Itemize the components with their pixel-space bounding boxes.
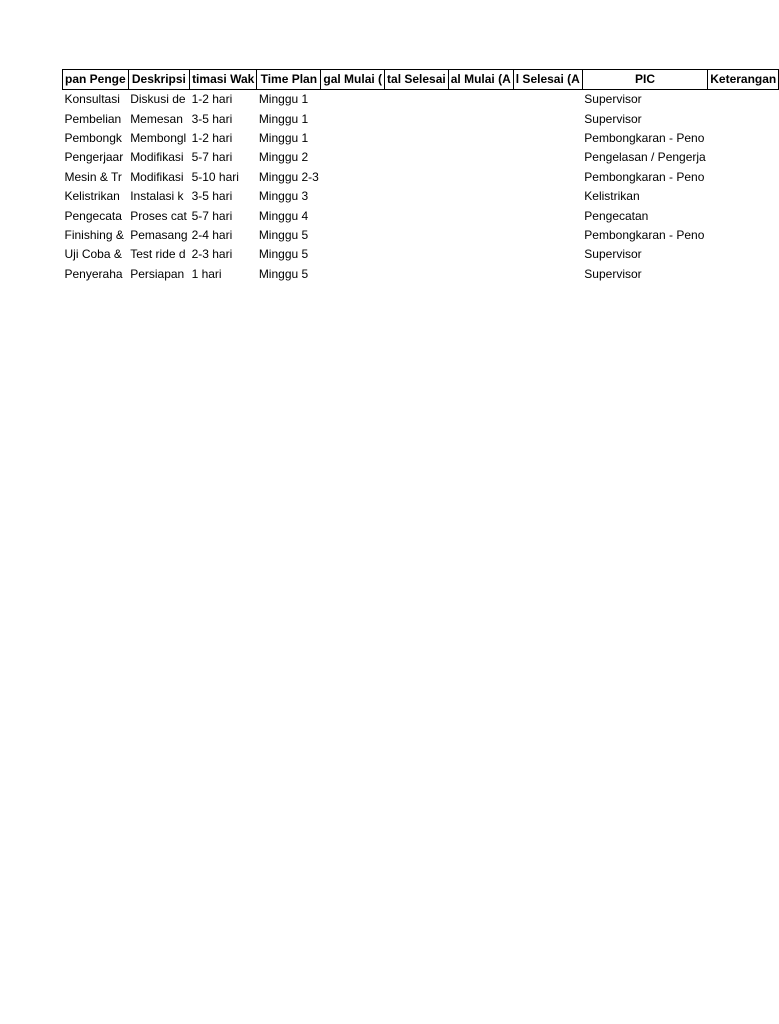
table-row [63,206,779,225]
cell-aktual-selesai[interactable] [513,265,582,284]
cell-aktual-mulai[interactable] [448,109,513,128]
cell-keterangan[interactable] [708,245,779,264]
table-row [63,187,779,206]
header-row [63,70,779,90]
header-cell-keterangan[interactable]: Keterangan [708,70,779,90]
cell-aktual-selesai[interactable] [513,148,582,167]
cell-keterangan[interactable] [708,187,779,206]
cell-aktual-mulai[interactable] [448,90,513,110]
cell-deskripsi[interactable]: Modifikasi [130,169,184,184]
cell-tanggal-selesai[interactable] [385,129,449,148]
cell-aktual-mulai[interactable] [448,148,513,167]
cell-tahapan[interactable]: Pengerjaar [64,150,124,165]
cell-tanggal-mulai[interactable] [321,168,385,187]
table-row [63,90,779,110]
cell-time-plan[interactable]: Minggu 1 [258,111,309,126]
cell-tahapan[interactable]: Uji Coba & [64,247,122,262]
spreadsheet-grid [62,69,779,284]
header-cell-deskripsi[interactable]: Deskripsi [128,70,189,90]
cell-keterangan[interactable] [708,206,779,225]
header-cell-aktual-selesai[interactable]: l Selesai (A [513,70,582,90]
cell-deskripsi[interactable]: Modifikasi [130,150,184,165]
cell-tanggal-selesai[interactable] [385,206,449,225]
cell-deskripsi[interactable]: Proses cat [130,208,187,223]
cell-pic[interactable]: Supervisor [584,92,642,107]
cell-aktual-selesai[interactable] [513,245,582,264]
header-cell-estimasi-waktu[interactable]: timasi Wak [190,70,257,90]
cell-keterangan[interactable] [708,226,779,245]
cell-tanggal-mulai[interactable] [321,187,385,206]
cell-tanggal-mulai[interactable] [321,265,385,284]
cell-pic[interactable]: Supervisor [584,266,642,281]
cell-aktual-mulai[interactable] [448,206,513,225]
table-row [63,226,779,245]
cell-time-plan[interactable]: Minggu 5 [258,247,309,262]
cell-estimasi-waktu[interactable]: 1 hari [191,266,222,281]
cell-tanggal-selesai[interactable] [385,187,449,206]
cell-estimasi-waktu[interactable]: 1-2 hari [191,92,233,107]
cell-estimasi-waktu[interactable]: 5-7 hari [191,150,233,165]
cell-aktual-selesai[interactable] [513,187,582,206]
cell-tanggal-mulai[interactable] [321,90,385,110]
cell-pic[interactable]: Pembongkaran - Peno [584,169,705,184]
cell-time-plan[interactable]: Minggu 1 [258,130,309,145]
cell-tahapan[interactable]: Penyeraha [64,266,123,281]
cell-tahapan[interactable]: Pembongk [64,130,122,145]
cell-tanggal-mulai[interactable] [321,206,385,225]
cell-tahapan[interactable]: Pengecata [64,208,122,223]
cell-estimasi-waktu[interactable]: 2-4 hari [191,227,233,242]
table-row [63,168,779,187]
table-row [63,148,779,167]
cell-deskripsi[interactable]: Memesan [130,111,183,126]
cell-pic[interactable]: Pembongkaran - Peno [584,130,705,145]
cell-deskripsi[interactable]: Test ride d [130,247,186,262]
header-cell-tanggal-selesai[interactable]: tal Selesai [385,70,449,90]
cell-deskripsi[interactable]: Diskusi de [130,92,186,107]
header-cell-time-plan[interactable]: Time Plan [257,70,321,90]
cell-tanggal-selesai[interactable] [385,109,449,128]
task-table [62,69,779,284]
cell-aktual-mulai[interactable] [448,226,513,245]
cell-estimasi-waktu[interactable]: 2-3 hari [191,247,233,262]
cell-time-plan[interactable]: Minggu 4 [258,208,309,223]
cell-deskripsi[interactable]: Membongl [130,130,187,145]
cell-aktual-mulai[interactable] [448,168,513,187]
table-body [63,90,779,284]
cell-tanggal-mulai[interactable] [321,109,385,128]
cell-tanggal-selesai[interactable] [385,168,449,187]
cell-aktual-selesai[interactable] [513,206,582,225]
cell-tahapan[interactable]: Konsultasi [64,92,120,107]
cell-tanggal-mulai[interactable] [321,245,385,264]
cell-aktual-selesai[interactable] [513,90,582,110]
cell-keterangan[interactable] [708,148,779,167]
cell-deskripsi[interactable]: Pemasang [130,227,188,242]
cell-pic[interactable]: Pengelasan / Pengerja [584,150,706,165]
header-cell-aktual-mulai[interactable]: al Mulai (A [448,70,513,90]
cell-tanggal-mulai[interactable] [321,129,385,148]
cell-pic[interactable]: Pembongkaran - Peno [584,227,705,242]
cell-deskripsi[interactable]: Persiapan [130,266,185,281]
cell-pic[interactable]: Supervisor [584,247,642,262]
cell-time-plan[interactable]: Minggu 2-3 [258,169,319,184]
cell-aktual-mulai[interactable] [448,245,513,264]
cell-deskripsi[interactable]: Instalasi k [130,189,184,204]
cell-keterangan[interactable] [708,265,779,284]
cell-aktual-selesai[interactable] [513,226,582,245]
cell-tanggal-mulai[interactable] [321,148,385,167]
header-cell-tahapan[interactable]: pan Penge [63,70,129,90]
cell-tanggal-selesai[interactable] [385,226,449,245]
cell-pic[interactable]: Kelistrikan [584,189,640,204]
cell-time-plan[interactable]: Minggu 3 [258,189,309,204]
cell-aktual-mulai[interactable] [448,129,513,148]
cell-estimasi-waktu[interactable]: 5-7 hari [191,208,233,223]
cell-time-plan[interactable]: Minggu 5 [258,266,309,281]
header-cell-tanggal-mulai[interactable]: gal Mulai ( [321,70,385,90]
cell-tahapan[interactable]: Finishing & [64,227,124,242]
cell-estimasi-waktu[interactable]: 3-5 hari [191,111,233,126]
cell-keterangan[interactable] [708,168,779,187]
cell-estimasi-waktu[interactable]: 1-2 hari [191,130,233,145]
cell-estimasi-waktu[interactable]: 3-5 hari [191,189,233,204]
header-cell-pic[interactable]: PIC [582,70,707,90]
cell-keterangan[interactable] [708,109,779,128]
cell-tahapan[interactable]: Mesin & Tr [64,169,122,184]
cell-tanggal-mulai[interactable] [321,226,385,245]
cell-tahapan[interactable]: Pembelian [64,111,122,126]
cell-tanggal-selesai[interactable] [385,148,449,167]
cell-aktual-mulai[interactable] [448,187,513,206]
cell-keterangan[interactable] [708,90,779,110]
cell-time-plan[interactable]: Minggu 5 [258,227,309,242]
cell-aktual-mulai[interactable] [448,265,513,284]
cell-aktual-selesai[interactable] [513,168,582,187]
table-row [63,109,779,128]
cell-tanggal-selesai[interactable] [385,90,449,110]
cell-tahapan[interactable]: Kelistrikan [64,189,120,204]
cell-keterangan[interactable] [708,129,779,148]
cell-time-plan[interactable]: Minggu 2 [258,150,309,165]
table-row [63,265,779,284]
cell-estimasi-waktu[interactable]: 5-10 hari [191,169,239,184]
cell-tanggal-selesai[interactable] [385,265,449,284]
cell-pic[interactable]: Pengecatan [584,208,649,223]
cell-time-plan[interactable]: Minggu 1 [258,92,309,107]
cell-pic[interactable]: Supervisor [584,111,642,126]
cell-aktual-selesai[interactable] [513,109,582,128]
table-row [63,245,779,264]
cell-aktual-selesai[interactable] [513,129,582,148]
cell-tanggal-selesai[interactable] [385,245,449,264]
table-row [63,129,779,148]
